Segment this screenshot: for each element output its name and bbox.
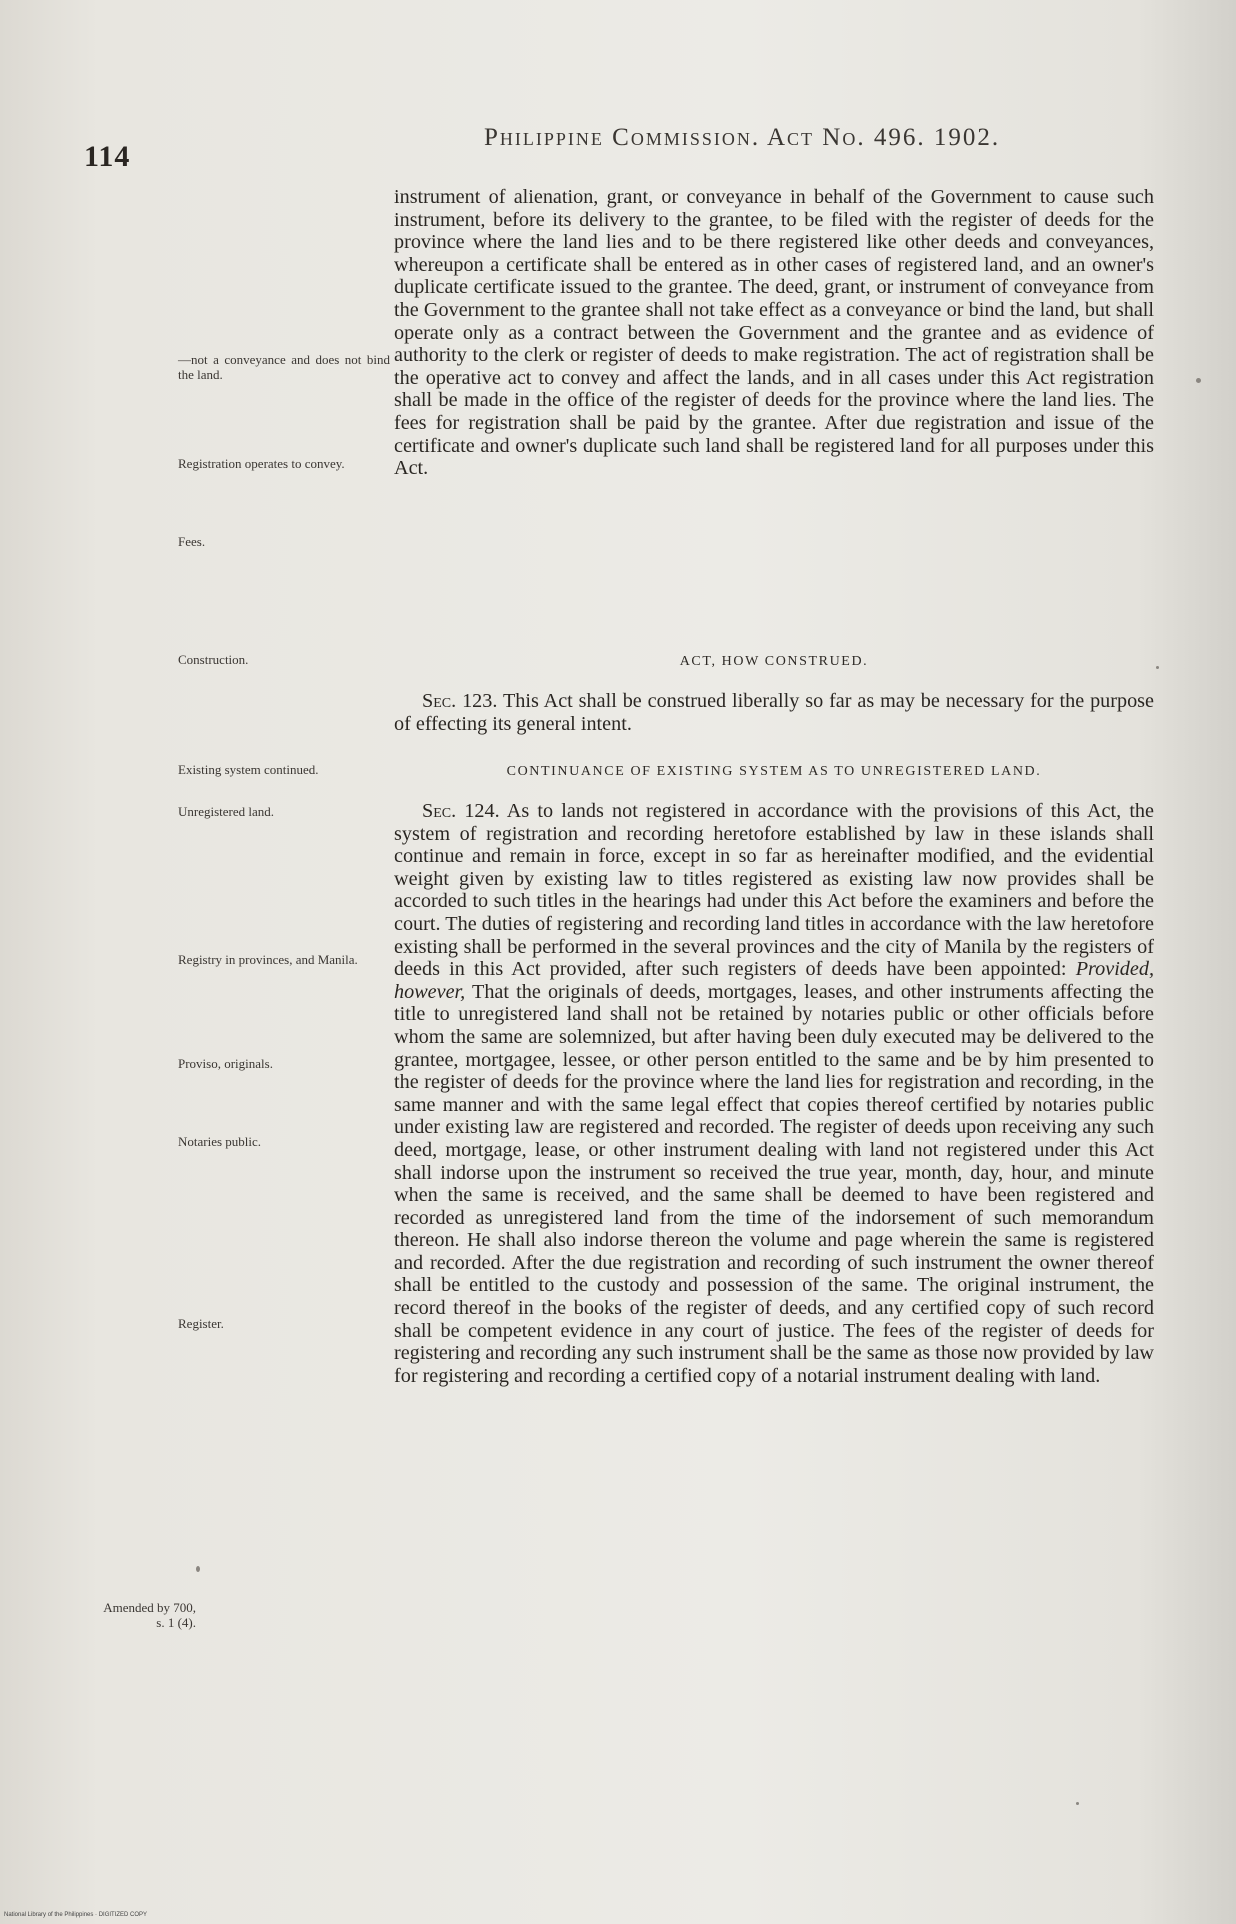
margin-note-conveyance: —not a conveyance and does not bind the land. (178, 352, 390, 382)
section-123 (394, 690, 1154, 735)
margin-note-construction: Construction. (178, 652, 249, 667)
running-head: Philippine Commission. Act No. 496. 1902. (484, 124, 1001, 151)
margin-note-proviso: Proviso, originals. (178, 1056, 273, 1071)
section-124 (394, 800, 1154, 1387)
margin-note-registration: Registration operates to convey. (178, 456, 345, 471)
section-123-label: Sec. 123. (422, 690, 498, 712)
scan-speck (1156, 666, 1159, 669)
scan-speck (1076, 1802, 1079, 1805)
digitization-stamp: National Library of the Philippines · DIGITIZED COPY (4, 1912, 148, 1918)
margin-note-unregistered: Unregistered land. (178, 804, 275, 819)
section-124-label: Sec. 124. (422, 800, 500, 822)
margin-note-register: Register. (178, 1316, 224, 1331)
margin-note-registry: Registry in provinces, and Manila. (178, 952, 358, 967)
section-123-text: This Act shall be construed liberally so far as may be necessary for the purpose of effecting its general intent. (394, 690, 1154, 735)
section-124-text-b: That the originals of deeds, mortgages, leases, and other instruments affecting the title to unregistered land shall not be retained by notaries public or other officials before whom the same are solemnized, but after having been duly executed may be delivered to the grantee, mortgagee, lessee, or other person entitled to the same and be by him presented to the register of deeds for the province where the land lies for registration and recording, in the same manner and with the same legal effect that copies thereof certified by notaries public under existing law are registered and recorded. The register of deeds upon receiving any such deed, mortgage, lease, or other instrument dealing with land not registered under this Act shall indorse upon the instrument so received the true year, month, day, hour, and minute when the same is received, and the same shall be deemed to have been registered and recorded as unregistered land from the time of the indorsement of such memorandum thereon. He shall also indorse thereon the volume and page wherein the same is registered and recorded. After the due registration and recording of such instrument the owner thereof shall be entitled to the custody and possession of the same. The original instrument, the record thereof in the books of the register of deeds, and any certified copy of such record shall be competent evidence in any court of justice. The fees of the register of deeds for registering and recording any such instrument shall be the same as those now provided by law for registering and recording a certified copy of a notarial instrument dealing with land. (394, 980, 1154, 1387)
section-heading-continuance: CONTINUANCE OF EXISTING SYSTEM AS TO UNREGISTERED LAND. (506, 764, 1042, 779)
section-124-text-a: As to lands not registered in accordance with the provisions of this Act, the system of registration and recording heretofore established by law in these islands shall continue and remain in force, except in so far as hereinafter modified, and the evidential weight given by existing law to titles registered as existing law now provides shall be accorded to such titles in the hearings had under this Act before the examiners and before the court. The duties of registering and recording land titles in accordance with the law heretofore existing shall be performed in the several provinces and the city of Manila by the registers of deeds in this Act provided, after such registers of deeds have been appointed: (394, 800, 1154, 981)
section-124-proviso: Provided, however, (394, 958, 1154, 1003)
section-heading-construed: ACT, HOW CONSTRUED. (679, 654, 869, 669)
scan-speck (1196, 378, 1201, 383)
margin-note-existing-system: Existing system continued. (178, 762, 319, 777)
scan-speck (196, 1566, 200, 1572)
margin-note-fees: Fees. (178, 534, 206, 549)
margin-note-amended: Amended by 700, s. 1 (4). (103, 1600, 196, 1630)
margin-note-notaries: Notaries public. (178, 1134, 262, 1149)
body-paragraph-1: instrument of alienation, grant, or conveyance in behalf of the Government to cause such instrument, before its delivery to the grantee, to be filed with the register of deeds for the province where the land lies and to be there registered like other deeds and conveyances, whereupon a certificate shall be entered as in other cases of registered land, and an owner's duplicate certificate issued to the grantee. The deed, grant, or instrument of conveyance from the Government to the grantee shall not take effect as a conveyance or bind the land, but shall operate only as a contract between the Government and the grantee and as evidence of authority to the clerk or register of deeds to make registration. The act of registration shall be the operative act to convey and affect the lands, and in all cases under this Act registration shall be made in the office of the register of deeds for the province where the land lies. The fees for registration shall be paid by the grantee. After due registration and issue of the certificate and owner's duplicate such land shall be registered land for all purposes under this Act. (394, 186, 1154, 480)
page-number: 114 (84, 140, 131, 173)
